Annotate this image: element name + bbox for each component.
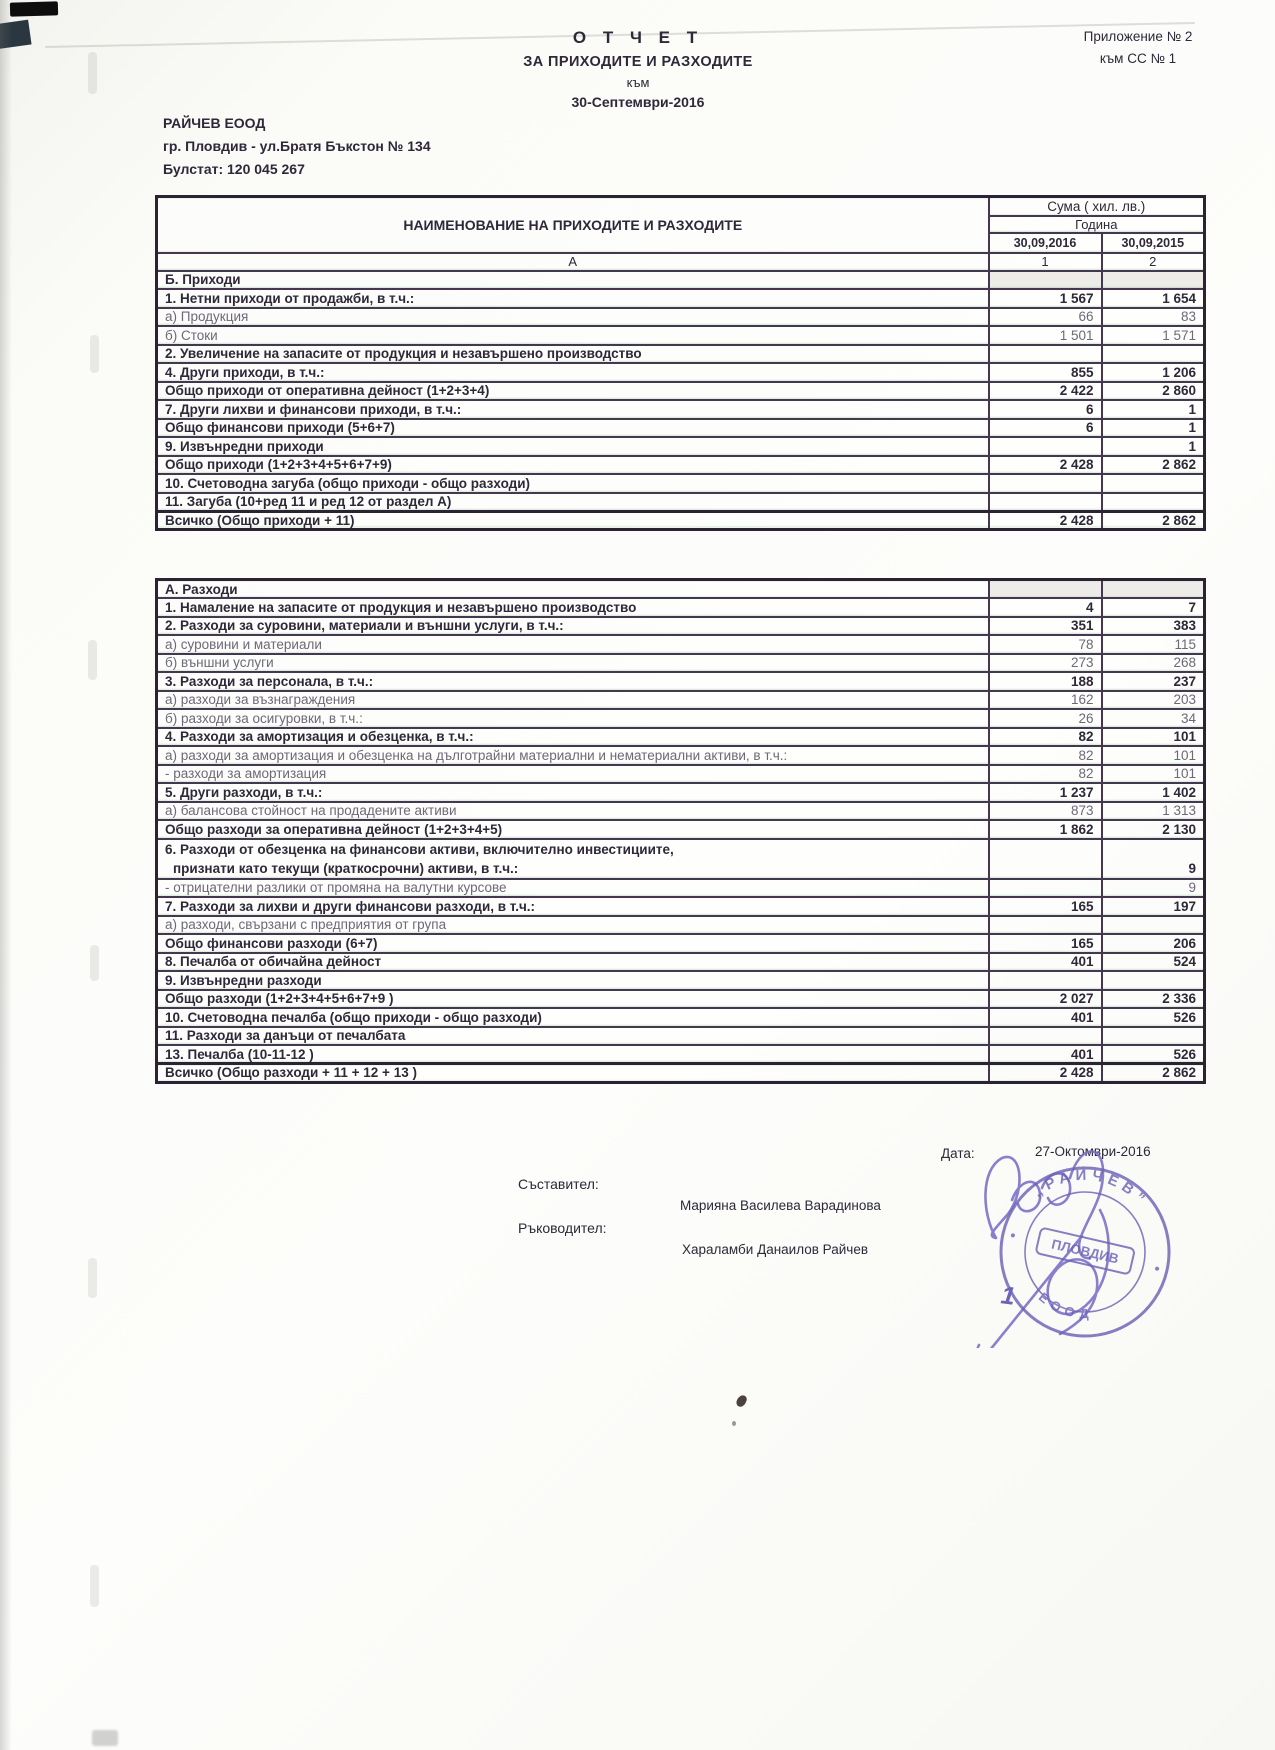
value-prior: 526	[1102, 1045, 1205, 1064]
value-prior	[1102, 971, 1205, 990]
value-current: 1 862	[989, 820, 1102, 839]
value-prior: 1	[1102, 437, 1205, 456]
period-prior: 30,09,2015	[1102, 233, 1205, 253]
value-current: 162	[989, 691, 1102, 710]
company-bulstat: Булстат: 120 045 267	[163, 161, 305, 178]
manager-name: Хараламби Данаилов Райчев	[682, 1242, 869, 1257]
stamp-company-name: „РАЙЧЕВ”	[1029, 1166, 1152, 1211]
value-prior	[1102, 474, 1205, 493]
row-label: Б. Приходи	[157, 271, 989, 290]
stamp-city: ПЛОВДИВ	[1050, 1236, 1121, 1267]
table-row	[157, 990, 1205, 1009]
value-current: 2 027	[989, 990, 1102, 1009]
row-label: А. Разходи	[157, 580, 989, 599]
value-current	[989, 271, 1102, 290]
table-row	[157, 820, 1205, 839]
row-label: б) външни услуги	[157, 654, 989, 673]
value-current	[989, 971, 1102, 990]
date-value: 27-Октомври-2016	[1035, 1144, 1151, 1159]
table-row	[157, 765, 1205, 784]
value-prior: 268	[1102, 654, 1205, 673]
row-label: б) Стоки	[157, 326, 989, 345]
value-current: 6	[989, 400, 1102, 419]
table-row	[157, 1008, 1205, 1027]
scan-artifact-smudge	[90, 335, 99, 373]
value-prior: 2 860	[1102, 382, 1205, 401]
row-label: Общо приходи (1+2+3+4+5+6+7+9)	[157, 456, 989, 475]
company-name: РАЙЧЕВ ЕООД	[163, 115, 266, 131]
value-prior: 203	[1102, 691, 1205, 710]
value-prior: 526	[1102, 1008, 1205, 1027]
value-prior: 9	[1102, 839, 1205, 879]
value-prior: 2 336	[1102, 990, 1205, 1009]
value-prior	[1102, 271, 1205, 290]
row-label: - отрицателни разлики от промяна на валутни курсове	[157, 879, 989, 898]
scan-artifact-smudge	[90, 945, 99, 981]
table-row	[157, 363, 1205, 382]
company-block	[163, 112, 431, 181]
page-title: О Т Ч Е Т	[572, 28, 704, 47]
scan-artifact-corner-bar	[10, 1, 58, 16]
sum-header: Сума ( хил. лв.)	[989, 197, 1205, 216]
stamp-legal-form: ЕООД	[1035, 1289, 1095, 1322]
value-current	[989, 474, 1102, 493]
row-label: 4. Разходи за амортизация и обезценка, в т.ч.:	[157, 728, 989, 747]
table-row	[157, 437, 1205, 456]
value-current	[989, 879, 1102, 898]
value-current: 66	[989, 308, 1102, 327]
value-current	[989, 916, 1102, 935]
compiler-name: Марияна Василева Варадинова	[680, 1198, 881, 1213]
compiler-label: Съставител:	[518, 1176, 599, 1192]
table-row	[157, 802, 1205, 821]
scan-artifact-smudge	[90, 1565, 99, 1607]
value-prior: 101	[1102, 728, 1205, 747]
table-row	[157, 783, 1205, 802]
value-prior: 1 654	[1102, 289, 1205, 308]
table-row	[157, 635, 1205, 654]
table-row	[157, 746, 1205, 765]
table-row	[157, 709, 1205, 728]
row-label: б) разходи за осигуровки, в т.ч.:	[157, 709, 989, 728]
table-row	[157, 934, 1205, 953]
value-current: 273	[989, 654, 1102, 673]
value-prior: 1 571	[1102, 326, 1205, 345]
table-row	[157, 345, 1205, 364]
row-label: 1. Нетни приходи от продажби, в т.ч.:	[157, 289, 989, 308]
row-label: Общо финансови приходи (5+6+7)	[157, 419, 989, 438]
value-prior: 34	[1102, 709, 1205, 728]
table-row	[157, 580, 1205, 599]
row-label: 1. Намаление на запасите от продукция и незавършено производство	[157, 598, 989, 617]
scan-artifact-smudge	[88, 640, 97, 680]
value-prior	[1102, 1027, 1205, 1046]
preposition: към	[626, 75, 650, 90]
value-current	[989, 839, 1102, 879]
value-current: 1 501	[989, 326, 1102, 345]
table-row	[157, 493, 1205, 512]
value-current	[989, 493, 1102, 512]
value-current: 2 428	[989, 456, 1102, 475]
expense-table	[155, 578, 1206, 1084]
row-label: 7. Други лихви и финансови приходи, в т.ч.:	[157, 400, 989, 419]
row-label: 6. Разходи от обезценка на финансови активи, включително инвестициите, признати като текущи (краткосрочни) активи, в т.ч.:	[157, 839, 989, 879]
value-prior: 2 130	[1102, 820, 1205, 839]
table-row	[157, 289, 1205, 308]
table-row	[157, 617, 1205, 636]
table-row	[157, 419, 1205, 438]
appendix-note	[1058, 26, 1218, 69]
value-prior: 2 862	[1102, 511, 1205, 530]
value-current: 1 237	[989, 783, 1102, 802]
row-label: 3. Разходи за персонала, в т.ч.:	[157, 672, 989, 691]
table-row	[157, 672, 1205, 691]
value-prior: 101	[1102, 765, 1205, 784]
table-row	[157, 1064, 1205, 1083]
table-row	[157, 839, 1205, 879]
row-label: 5. Други разходи, в т.ч.:	[157, 783, 989, 802]
svg-text:„РАЙЧЕВ”	[1027, 1154, 1155, 1226]
scan-artifact-dot	[732, 1421, 736, 1426]
row-label: 7. Разходи за лихви и други финансови разходи, в т.ч.:	[157, 897, 989, 916]
value-prior: 83	[1102, 308, 1205, 327]
scan-artifact-bottom-mark	[92, 1730, 118, 1746]
row-label: Общо разходи за оперативна дейност (1+2+3+4+5)	[157, 820, 989, 839]
value-current	[989, 580, 1102, 599]
col-letter: А	[157, 253, 989, 271]
value-prior	[1102, 916, 1205, 935]
table-row	[157, 879, 1205, 898]
value-current: 401	[989, 953, 1102, 972]
value-prior: 9	[1102, 879, 1205, 898]
row-label: 8. Печалба от обичайна дейност	[157, 953, 989, 972]
appendix-line1: Приложение № 2	[1083, 29, 1193, 44]
document-header	[318, 28, 958, 110]
table-row	[157, 308, 1205, 327]
table-row	[157, 326, 1205, 345]
table-row	[157, 728, 1205, 747]
table-name-header: НАИМЕНОВАНИЕ НА ПРИХОДИТЕ И РАЗХОДИТЕ	[157, 197, 989, 253]
value-prior: 197	[1102, 897, 1205, 916]
row-label: 10. Счетоводна загуба (общо приходи - общо разходи)	[157, 474, 989, 493]
value-current	[989, 437, 1102, 456]
value-current: 82	[989, 765, 1102, 784]
value-current: 351	[989, 617, 1102, 636]
value-current: 78	[989, 635, 1102, 654]
company-address: гр. Пловдив - ул.Братя Бъкстон № 134	[163, 138, 431, 155]
value-prior: 2 862	[1102, 456, 1205, 475]
row-label: 10. Счетоводна печалба (общо приходи - общо разходи)	[157, 1008, 989, 1027]
value-prior: 524	[1102, 953, 1205, 972]
value-current: 873	[989, 802, 1102, 821]
scan-artifact-smudge	[88, 52, 97, 94]
table-row	[157, 897, 1205, 916]
value-current: 2 428	[989, 1064, 1102, 1083]
value-prior: 206	[1102, 934, 1205, 953]
row-label: Всичко (Общо приходи + 11)	[157, 511, 989, 530]
row-label: Общо приходи от оперативна дейност (1+2+3+4)	[157, 382, 989, 401]
row-label: 11. Разходи за данъци от печалбата	[157, 1027, 989, 1046]
value-current: 401	[989, 1045, 1102, 1064]
value-current: 82	[989, 746, 1102, 765]
row-label: а) Продукция	[157, 308, 989, 327]
table-row	[157, 382, 1205, 401]
table-row	[157, 456, 1205, 475]
table-row	[157, 1027, 1205, 1046]
report-date: 30-Септември-2016	[571, 94, 705, 110]
table-row	[157, 1045, 1205, 1064]
value-prior: 101	[1102, 746, 1205, 765]
scan-artifact-speck	[735, 1394, 748, 1409]
value-prior	[1102, 493, 1205, 512]
value-current: 401	[989, 1008, 1102, 1027]
value-prior: 1	[1102, 419, 1205, 438]
value-prior: 2 862	[1102, 1064, 1205, 1083]
value-current: 2 422	[989, 382, 1102, 401]
value-current: 6	[989, 419, 1102, 438]
table-row	[157, 916, 1205, 935]
value-prior: 237	[1102, 672, 1205, 691]
value-current: 2 428	[989, 511, 1102, 530]
svg-text:ЕООД	[1034, 1288, 1100, 1325]
income-table	[155, 195, 1206, 531]
row-label: а) разходи за възнаграждения	[157, 691, 989, 710]
col-num-1: 1	[989, 253, 1102, 271]
value-prior: 383	[1102, 617, 1205, 636]
value-current: 82	[989, 728, 1102, 747]
table-row	[157, 971, 1205, 990]
row-label: 13. Печалба (10-11-12 )	[157, 1045, 989, 1064]
value-prior: 1	[1102, 400, 1205, 419]
value-prior	[1102, 580, 1205, 599]
handwritten-page-number: 1	[999, 1281, 1017, 1311]
value-prior: 7	[1102, 598, 1205, 617]
value-current: 855	[989, 363, 1102, 382]
table-row	[157, 598, 1205, 617]
appendix-line2: към СС № 1	[1099, 50, 1177, 66]
row-label: Общо разходи (1+2+3+4+5+6+7+9 )	[157, 990, 989, 1009]
row-label: а) балансова стойност на продадените активи	[157, 802, 989, 821]
row-label: а) суровини и материали	[157, 635, 989, 654]
row-label: 9. Извънредни приходи	[157, 437, 989, 456]
table-row	[157, 511, 1205, 530]
row-label: а) разходи за амортизация и обезценка на дълготрайни материални и нематериални активи, в т.ч.:	[157, 746, 989, 765]
row-label: 2. Разходи за суровини, материали и външни услуги, в т.ч.:	[157, 617, 989, 636]
manager-label: Ръководител:	[518, 1220, 607, 1236]
value-prior: 1 206	[1102, 363, 1205, 382]
value-current: 26	[989, 709, 1102, 728]
value-current: 4	[989, 598, 1102, 617]
table-row	[157, 271, 1205, 290]
scan-artifact-smudge	[88, 1258, 97, 1298]
value-prior: 115	[1102, 635, 1205, 654]
table-row	[157, 654, 1205, 673]
row-label: 11. Загуба (10+ред 11 и ред 12 от раздел А)	[157, 493, 989, 512]
value-current	[989, 345, 1102, 364]
value-current	[989, 1027, 1102, 1046]
value-prior: 1 313	[1102, 802, 1205, 821]
row-label: 9. Извънредни разходи	[157, 971, 989, 990]
col-num-2: 2	[1102, 253, 1205, 271]
table-row	[157, 474, 1205, 493]
value-current: 165	[989, 897, 1102, 916]
scan-artifact-left-strip	[0, 0, 12, 1750]
row-label: Общо финансови разходи (6+7)	[157, 934, 989, 953]
year-header: Година	[989, 216, 1205, 233]
value-current: 165	[989, 934, 1102, 953]
value-prior	[1102, 345, 1205, 364]
value-prior: 1 402	[1102, 783, 1205, 802]
period-current: 30,09,2016	[989, 233, 1102, 253]
row-label: 4. Други приходи, в т.ч.:	[157, 363, 989, 382]
row-label: 2. Увеличение на запасите от продукция и незавършено производство	[157, 345, 989, 364]
row-label: - разходи за амортизация	[157, 765, 989, 784]
value-current: 1 567	[989, 289, 1102, 308]
page-subtitle: ЗА ПРИХОДИТЕ И РАЗХОДИТЕ	[523, 54, 753, 70]
table-row	[157, 953, 1205, 972]
value-current: 188	[989, 672, 1102, 691]
table-row	[157, 691, 1205, 710]
row-label: а) разходи, свързани с предприятия от група	[157, 916, 989, 935]
table-row	[157, 400, 1205, 419]
row-label: Всичко (Общо разходи + 11 + 12 + 13 )	[157, 1064, 989, 1083]
date-label: Дата:	[941, 1146, 975, 1161]
